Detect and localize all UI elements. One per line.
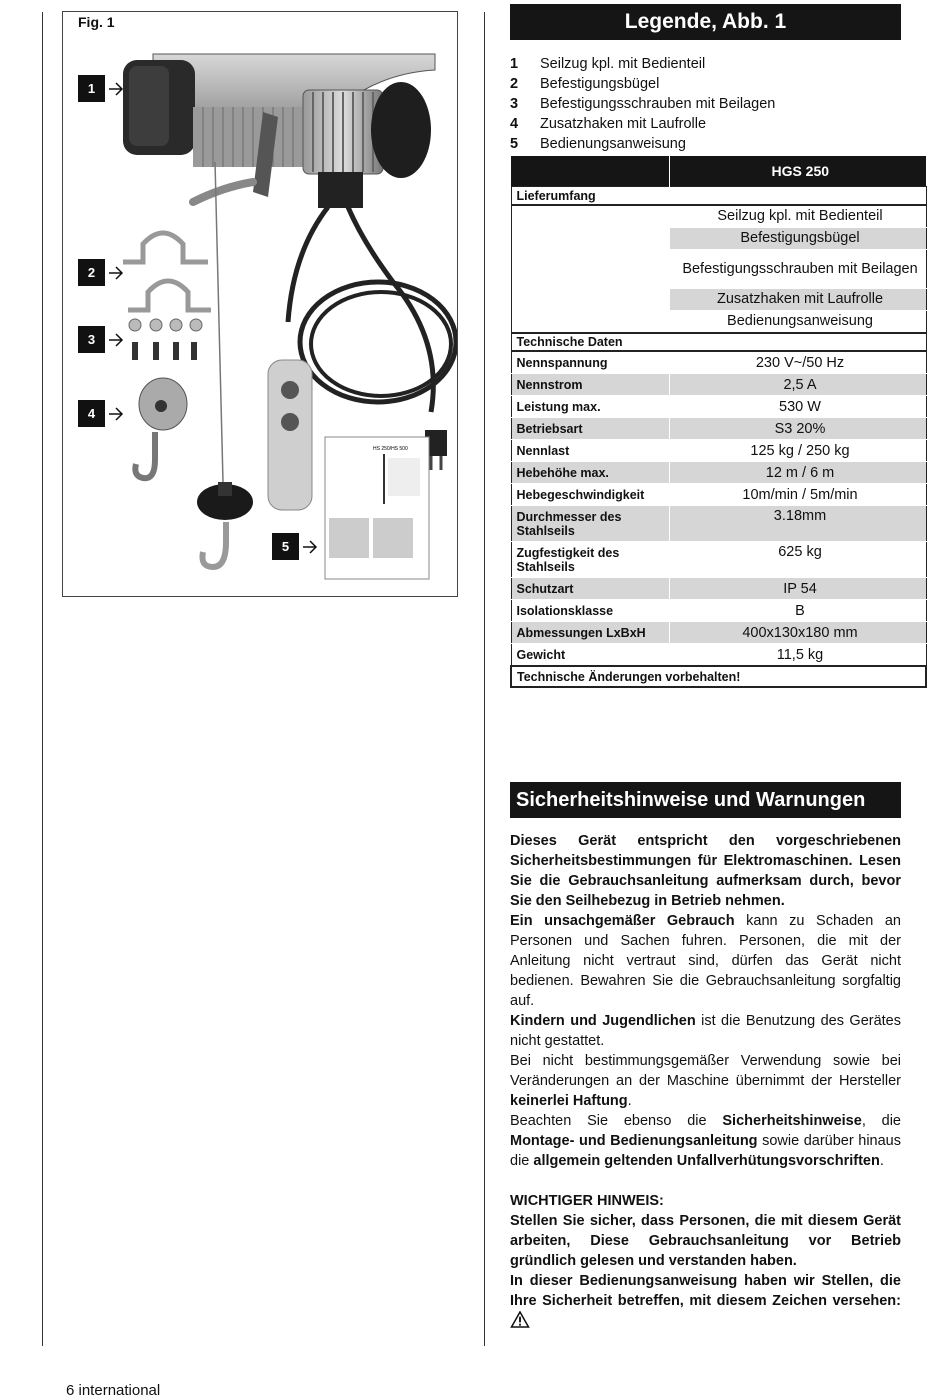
spec-value: IP 54 (669, 578, 926, 600)
legend-item (510, 94, 775, 114)
spec-value: 12 m / 6 m (669, 462, 926, 484)
callout-number: 4 (78, 400, 105, 427)
callout-2 (78, 258, 125, 287)
warning-triangle-icon (510, 1311, 530, 1328)
safety-intro: Dieses Gerät entspricht den vorgeschriebenen Sicherheitsbestimmungen für Elektromaschinen. Lesen Sie die Gebrauchsanleitung aufmerksam durch, bevor Sie den Seilhebezug in Betrieb nehmen. (510, 833, 901, 909)
body-text: . (627, 1093, 632, 1109)
important-note-title (510, 1191, 901, 1211)
spec-row (511, 578, 926, 600)
legend-title: Legende, Abb. 1 (510, 4, 901, 40)
section-label: Technische Daten (511, 333, 926, 351)
body-text: , die (861, 1113, 901, 1129)
spec-row (511, 440, 926, 462)
spec-value: 10m/min / 5m/min (669, 484, 926, 506)
legend-item (510, 134, 775, 154)
spec-label: Nennstrom (511, 374, 669, 396)
spec-row (511, 600, 926, 622)
callout-number: 5 (272, 533, 299, 560)
arrow-right-icon (107, 263, 125, 283)
delivery-item: Zusatzhaken mit Laufrolle (669, 289, 926, 311)
legend-item-number: 3 (510, 96, 519, 112)
emphasis-text: keinerlei Haftung (510, 1093, 628, 1109)
spec-label: Nennlast (511, 440, 669, 462)
spec-label: Nennspannung (511, 351, 669, 374)
delivery-item: Befestigungsschrauben mit Beilagen (669, 250, 926, 289)
spec-row (511, 622, 926, 644)
spec-value: 11,5 kg (669, 644, 926, 667)
body-text: Beachten Sie ebenso die (510, 1113, 723, 1129)
spec-value: 530 W (669, 396, 926, 418)
page-footer: 6 international (66, 1382, 161, 1399)
arrow-right-icon (107, 404, 125, 424)
body-text: . (879, 1153, 884, 1169)
body-text: ist die Benutzung des Gerätes nicht gestattet. (510, 1013, 901, 1049)
spec-label: Hebehöhe max. (511, 462, 669, 484)
spec-label: Betriebsart (511, 418, 669, 440)
emphasis-text: WICHTIGER HINWEIS: (510, 1193, 664, 1209)
column-divider-rule (484, 12, 485, 1346)
callout-4 (78, 399, 125, 428)
section-row-technische-daten (511, 333, 926, 351)
manual-cover-image (325, 437, 429, 579)
spec-value: 125 kg / 250 kg (669, 440, 926, 462)
figure-label: Fig. 1 (78, 14, 115, 30)
callout-1 (78, 74, 125, 103)
legend-item-number: 4 (510, 116, 519, 132)
delivery-item-row (511, 205, 926, 228)
section-row-lieferumfang (511, 187, 926, 206)
spec-row (511, 484, 926, 506)
safety-section-title: Sicherheitshinweise und Warnungen (510, 782, 901, 818)
spec-value: B (669, 600, 926, 622)
arrow-right-icon (301, 537, 319, 557)
emphasis-text: allgemein geltenden Unfallverhütungsvorschriften (533, 1153, 880, 1169)
spec-label: Zugfestigkeit des Stahlseils (511, 542, 669, 578)
legend-item-text: Bedienungsanweisung (540, 136, 686, 152)
important-note (510, 1271, 901, 1332)
callout-5 (272, 532, 319, 561)
spec-header-empty (511, 156, 669, 187)
spec-footer-note: Technische Änderungen vorbehalten! (511, 666, 926, 687)
safety-paragraph (510, 911, 901, 1011)
spec-value: 3.18mm (669, 506, 926, 542)
emphasis-text: Stellen Sie sicher, dass Personen, die mit diesem Gerät arbeiten, Diese Gebrauchsanleitung vor Betrieb gründlich gelesen und verstanden haben. (510, 1213, 901, 1269)
spec-label: Gewicht (511, 644, 669, 667)
safety-body (510, 831, 901, 1332)
body-text: Bei nicht bestimmungsgemäßer Verwendung sowie bei Veränderungen an der Maschine übernimmt der Hersteller (510, 1053, 901, 1089)
spec-row (511, 462, 926, 484)
spec-model-name: HGS 250 (669, 156, 926, 187)
spec-value: 400x130x180 mm (669, 622, 926, 644)
spec-value: 2,5 A (669, 374, 926, 396)
spec-value: 625 kg (669, 542, 926, 578)
spec-footer-row (511, 666, 926, 687)
emphasis-text: In dieser Bedienungsanweisung haben wir Stellen, die Ihre Sicherheit betreffen, mit diesem Zeichen versehen: (510, 1273, 901, 1309)
delivery-label-cell (511, 205, 669, 333)
spec-table-header (511, 156, 926, 187)
spec-label: Schutzart (511, 578, 669, 600)
legend-item-number: 1 (510, 56, 519, 72)
safety-paragraph (510, 1011, 901, 1051)
safety-paragraph (510, 1111, 901, 1171)
spec-row (511, 644, 926, 667)
manual-cover-title: HS 250/HS 500 (373, 446, 408, 452)
arrow-right-icon (107, 330, 125, 350)
spec-row (511, 374, 926, 396)
left-margin-rule (42, 12, 43, 1346)
legend-item-number: 5 (510, 136, 519, 152)
legend-item-text: Befestigungsbügel (540, 76, 660, 92)
arrow-right-icon (107, 79, 125, 99)
spec-label: Abmessungen LxBxH (511, 622, 669, 644)
safety-paragraph (510, 1051, 901, 1111)
body-text: sowie darüber hinaus die (510, 1133, 901, 1169)
spec-value: S3 20% (669, 418, 926, 440)
spec-label: Leistung max. (511, 396, 669, 418)
safety-paragraph (510, 831, 901, 911)
emphasis-text: Sicherheitshinweise (722, 1113, 862, 1129)
callout-number: 1 (78, 75, 105, 102)
spec-row (511, 351, 926, 374)
emphasis-text: Montage- und Bedienungsanleitung (510, 1133, 758, 1149)
body-text: kann zu Schaden an Personen und Sachen fuhren. Personen, die mit der Anleitung nicht vertraut sind, dürfen das Gerät nicht bedienen. Bewahren Sie die Gebrauchsanleitung sorgfaltig auf. (510, 913, 901, 1009)
callout-3 (78, 325, 125, 354)
spec-value: 230 V~/50 Hz (669, 351, 926, 374)
emphasis-text: Kindern und Jugendlichen (510, 1013, 696, 1029)
spec-row (511, 418, 926, 440)
delivery-item: Seilzug kpl. mit Bedienteil (669, 205, 926, 228)
legend-list (510, 54, 775, 154)
legend-item (510, 114, 775, 134)
spec-row (511, 396, 926, 418)
spec-row (511, 506, 926, 542)
callout-number: 2 (78, 259, 105, 286)
legend-item (510, 74, 775, 94)
spec-label: Isolationsklasse (511, 600, 669, 622)
spec-label: Hebegeschwindigkeit (511, 484, 669, 506)
delivery-item: Bedienungsanweisung (669, 311, 926, 334)
legend-item-text: Befestigungsschrauben mit Beilagen (540, 96, 776, 112)
spec-label: Durchmesser des Stahlseils (511, 506, 669, 542)
legend-item (510, 54, 775, 74)
legend-item-number: 2 (510, 76, 519, 92)
important-note (510, 1211, 901, 1271)
legend-item-text: Seilzug kpl. mit Bedienteil (540, 56, 706, 72)
delivery-item: Befestigungsbügel (669, 228, 926, 250)
spec-row (511, 542, 926, 578)
legend-item-text: Zusatzhaken mit Laufrolle (540, 116, 707, 132)
emphasis-text: Ein unsachgemäßer Gebrauch (510, 913, 735, 929)
section-label: Lieferumfang (511, 187, 926, 206)
spec-table (510, 156, 927, 688)
callout-number: 3 (78, 326, 105, 353)
